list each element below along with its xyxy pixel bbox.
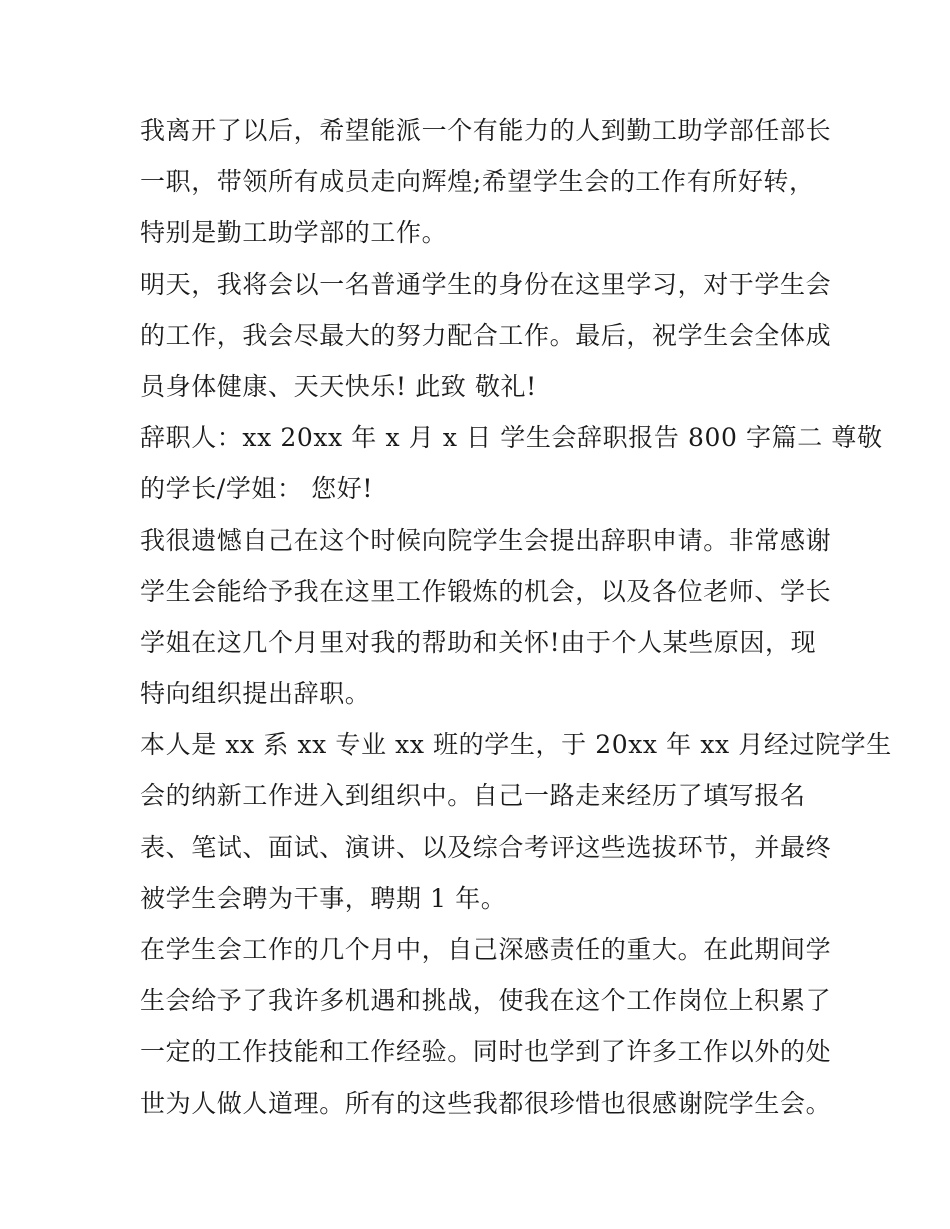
text-line: 学姐在这几个月里对我的帮助和关怀!由于个人某些原因，现 — [140, 627, 817, 657]
text-line: 生会给予了我许多机遇和挑战，使我在这个工作岗位上积累了 — [140, 986, 832, 1016]
text-line: 我离开了以后，希望能派一个有能力的人到勤工助学部任部长 — [140, 116, 832, 145]
text-line: 学生会能给予我在这里工作锻炼的机会，以及各位老师、学长 — [140, 576, 832, 606]
text-line: 被学生会聘为干事，聘期 1 年。 — [140, 883, 507, 913]
text-line: 的工作，我会尽最大的努力配合工作。最后，祝学生会全体成 — [140, 320, 832, 350]
text-line: 一职，带领所有成员走向辉煌;希望学生会的工作有所好转， — [140, 167, 815, 197]
text-line: 明天，我将会以一名普通学生的身份在这里学习，对于学生会 — [140, 269, 832, 299]
text-line: 我很遗憾自己在这个时候向院学生会提出辞职申请。非常感谢 — [140, 525, 832, 555]
text-line: 会的纳新工作进入到组织中。自己一路走来经历了填写报名 — [140, 781, 806, 811]
text-line: 辞职人：xx 20xx 年 x 月 x 日 学生会辞职报告 800 字篇二 尊敬 — [140, 423, 883, 453]
text-line: 本人是 xx 系 xx 专业 xx 班的学生，于 20xx 年 xx 月经过院学生 — [140, 730, 892, 760]
document-body — [140, 105, 892, 1129]
text-line: 在学生会工作的几个月中，自己深感责任的重大。在此期间学 — [140, 935, 832, 964]
text-line: 特向组织提出辞职。 — [140, 679, 371, 709]
text-line: 世为人做人道理。所有的这些我都很珍惜也很感谢院学生会。 — [140, 1088, 832, 1118]
text-line: 员身体健康、天天快乐! 此致 敬礼! — [140, 371, 537, 401]
text-line: 特别是勤工助学部的工作。 — [140, 218, 448, 248]
text-line: 的学长/学姐： 您好! — [140, 474, 374, 504]
text-line: 一定的工作技能和工作经验。同时也学到了许多工作以外的处 — [140, 1037, 832, 1067]
text-line: 表、笔试、面试、演讲、以及综合考评这些选拔环节，并最终 — [140, 832, 832, 862]
